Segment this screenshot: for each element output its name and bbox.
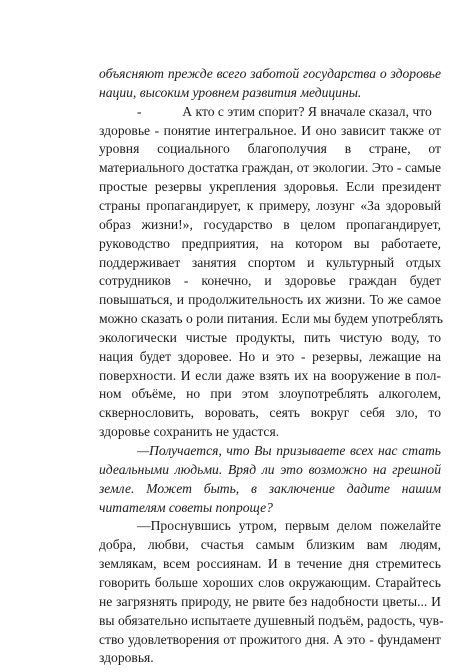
text-line: простые резервы укрепления здоровья. Если президент xyxy=(99,179,441,195)
text-line: можно сказать о роли питания. Если мы будем употреблять xyxy=(99,311,443,327)
text-line: читателям советы попроще? xyxy=(99,499,273,515)
text-line: сотрудников - конечно, и здоровье граждан будет xyxy=(99,273,441,289)
text-line: - А кто с этим спорит? Я вначале сказал, что xyxy=(137,103,432,119)
text-line: ном объёме, но при этом злоупотреблять алкоголем, xyxy=(99,386,441,402)
text-line: идеальными людьми. Вряд ли это возможно на грешной xyxy=(99,461,441,477)
text-line: —Проснувшись утром, первым делом пожелайте xyxy=(137,518,441,534)
text-line: нации, высоким уровнем развития медицины. xyxy=(99,84,362,100)
text-line: повышаться, и продолжительность их жизни. То же самое xyxy=(99,292,441,308)
text-line: не загрязнять природу, не рвите без надобности цветы... И xyxy=(99,593,441,609)
text-line: образ жизни!», государство в целом пропагандирует, xyxy=(99,216,441,232)
text-line: здоровье сохранить не удастся. xyxy=(99,424,280,440)
text-line: нация будет здоровее. Но и это - резервы, лежащие на xyxy=(99,348,441,364)
text-line: экологически чистые продукты, пить чистую воду, то xyxy=(99,329,441,345)
text-line: —Получается, что Вы призываете всех нас стать xyxy=(137,443,441,458)
text-line: земле. Может быть, в заключение дадите нашим xyxy=(99,480,441,496)
text-line: страны пропагандирует, к примеру, лозунг «За здоровый xyxy=(99,197,441,213)
text-line: поверхности. И если даже взять их на вооружение в пол- xyxy=(99,367,441,383)
text-line: поддерживает занятия спортом и культурный отдых xyxy=(99,254,441,270)
text-line: объясняют прежде всего заботой государства о здоровье xyxy=(99,66,441,81)
text-line: руководство предприятия, на котором вы работаете, xyxy=(99,235,441,251)
text-line: ство удовлетворения от прожитого дня. А это - фундамент xyxy=(99,631,441,647)
text-line: вы обязательно испытаете душевный подъём, радость, чув- xyxy=(99,612,444,628)
text-line: сквернословить, воровать, сеять вокруг себя зло, то xyxy=(99,405,441,421)
text-line: землякам, всем россиянам. И в течение дня стремитесь xyxy=(99,556,441,572)
text-line: добра, любви, счастья самым близким вам людям, xyxy=(99,537,441,553)
text-line: говорить больше хороших слов окружающим. Старайтесь xyxy=(99,574,441,590)
text-line: материального достатка граждан, от экологии. Это - самые xyxy=(99,160,441,176)
text-line: уровня социального благополучия в стране, от xyxy=(99,141,441,157)
text-line: здоровья. xyxy=(99,650,154,666)
text-line: здоровье - понятие интегральное. И оно зависит также от xyxy=(99,122,441,138)
